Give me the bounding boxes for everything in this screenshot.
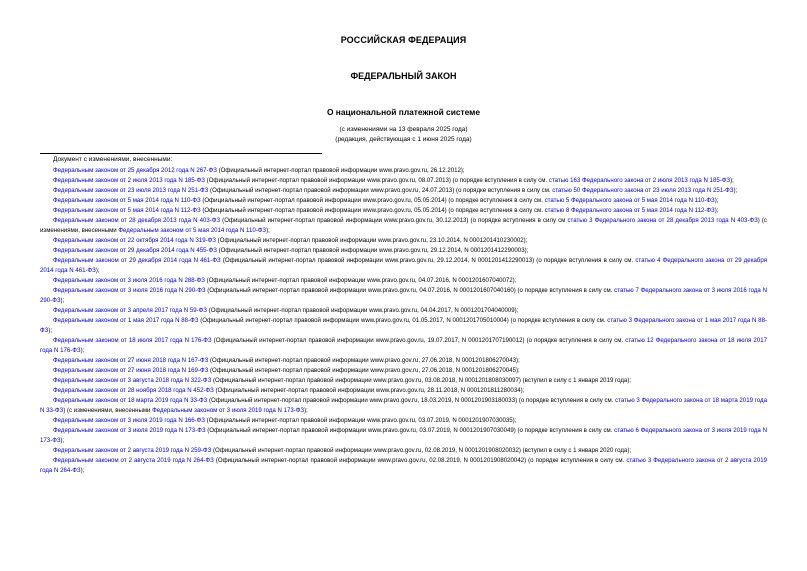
entry-text: (Официальный интернет-портал правовой информации www.pravo.gov.ru, 08.07.2013) (о порядке вступления в силу см. <box>204 177 549 184</box>
change-entry <box>40 336 767 356</box>
change-entry <box>40 166 767 176</box>
law-title: О национальной платежной системе <box>326 107 481 117</box>
entry-text: (Официальный интернет-портал правовой информации www.pravo.gov.ru, 04.04.2017, N 0001201704040009); <box>207 307 519 314</box>
law-link[interactable]: Федеральным законом от 5 мая 2014 года N 110-ФЗ <box>53 197 201 204</box>
entry-text: (Официальный интернет-портал правовой информации www.pravo.gov.ru, 02.08.2019, N 0001201908020042) (о порядке вступления в силу см. <box>213 457 627 464</box>
entry-text: ); <box>304 407 308 414</box>
entry-text: (Официальный интернет-портал правовой информации www.pravo.gov.ru, 26.12.2012); <box>216 167 465 174</box>
entry-text: (Официальный интернет-портал правовой информации www.pravo.gov.ru, 27.06.2018, N 0001201806270045); <box>208 367 520 374</box>
entry-text: ); <box>80 347 85 354</box>
entry-text: (Официальный интернет-портал правовой информации www.pravo.gov.ru, 23.10.2014, N 0001201410230002); <box>215 237 528 244</box>
law-link[interactable]: Федеральным законом от 3 августа 2018 года N 322-ФЗ <box>53 377 212 384</box>
law-link[interactable]: Федеральным законом от 28 ноября 2018 года N 452-ФЗ <box>53 387 214 394</box>
law-link[interactable]: Федеральным законом от 3 апреля 2017 года N 59-ФЗ <box>53 307 207 314</box>
entry-text: (Официальный интернет-портал правовой информации www.pravo.gov.ru, 30.12.2013) (о порядке вступления в силу см <box>220 217 568 224</box>
law-link[interactable]: Федеральным законом от 3 июля 2016 года N 290-ФЗ <box>53 287 206 294</box>
change-entry <box>40 356 767 366</box>
law-link[interactable]: статью 12 Федерального закона от 18 июля 2017 года N 176-ФЗ <box>40 337 767 354</box>
entry-text: ); <box>730 177 734 184</box>
law-link[interactable]: статью 3 Федерального закона от 1 мая 2017 года N 88-ФЗ <box>40 317 767 334</box>
entry-text: (Официальный интернет-портал правовой информации www.pravo.gov.ru, 03.08.2018, N 0001201808030097) (вступил в силу с 1 января 2019 года); <box>211 377 632 384</box>
law-link[interactable]: Федеральным законом от 27 июня 2018 года N 167-ФЗ <box>53 357 209 364</box>
change-entry <box>40 196 767 206</box>
changes-list <box>40 166 767 476</box>
entry-text: ) (с изменениями, внесенными <box>63 407 153 414</box>
law-link[interactable]: статью 3 Федерального закона от 18 марта 2019 года N 33-ФЗ <box>40 397 767 414</box>
law-link[interactable]: Федеральным законом от 3 июля 2019 года N 173-ФЗ <box>152 407 305 414</box>
edition-note: (редакция, действующая с 1 июня 2025 года) <box>335 136 472 143</box>
change-entry <box>40 246 767 256</box>
law-link[interactable]: Федеральным законом от 5 мая 2014 года N 110-ФЗ <box>118 227 267 234</box>
law-link[interactable]: статью 3 Федерального закона от 2 августа 2019 года N 264-ФЗ <box>40 457 767 474</box>
entry-text: ); <box>266 227 270 234</box>
law-link[interactable]: статью 3 Федерального закона от 28 декабря 2013 года N 403-ФЗ <box>567 217 758 224</box>
law-link[interactable]: Федеральным законом от 25 декабря 2012 года N 267-ФЗ <box>53 167 217 174</box>
entry-text: (Официальный интернет-портал правовой информации www.pravo.gov.ru, 27.06.2018, N 0001201806270043); <box>208 357 520 364</box>
law-link[interactable]: статью 8 Федерального закона от 5 мая 2014 года N 112-ФЗ <box>544 207 715 214</box>
entry-text: (Официальный интернет-портал правовой информации www.pravo.gov.ru, 03.07.2019, N 0001201907030049) (о порядке вступления в силу см. <box>205 427 615 434</box>
change-entry <box>40 416 767 426</box>
change-entry <box>40 306 767 316</box>
law-link[interactable]: Федеральным законом от 1 мая 2017 года N 88-ФЗ <box>53 317 199 324</box>
entry-text: (Официальный интернет-портал правовой информации www.pravo.gov.ru, 28.11.2018, N 0001201811280034); <box>213 387 525 394</box>
entry-text: (Официальный интернет-портал правовой информации www.pravo.gov.ru, 04.07.2016, N 0001201607040160) (о порядке вступления в силу см. <box>205 287 615 294</box>
entry-text: (Официальный интернет-портал правовой информации www.pravo.gov.ru, 18.03.2019, N 0001201903180033) (о порядке вступления в силу см. <box>207 397 616 404</box>
change-entry <box>40 206 767 216</box>
change-entry <box>40 376 767 386</box>
law-link[interactable]: Федеральным законом от 28 декабря 2013 года N 403-ФЗ <box>53 217 221 224</box>
entry-text: (Официальный интернет-портал правовой информации www.pravo.gov.ru, 03.07.2019, N 0001201907030035); <box>204 417 517 424</box>
entry-text: (Официальный интернет-портал правовой информации www.pravo.gov.ru, 04.07.2016, N 0001201607040072); <box>204 277 517 284</box>
separator-line <box>40 153 322 154</box>
change-entry <box>40 176 767 186</box>
law-link[interactable]: статью 6 Федерального закона от 3 июля 2019 года N 173-ФЗ <box>40 427 767 444</box>
change-entry <box>40 316 767 336</box>
changes-heading: Документ с изменениями, внесенными: <box>53 156 173 163</box>
change-entry <box>40 256 767 276</box>
change-entry <box>40 396 767 416</box>
law-link[interactable]: статью 5 Федерального закона от 5 мая 2014 года N 110-ФЗ <box>544 197 715 204</box>
entry-text: ); <box>60 437 65 444</box>
change-entry <box>40 186 767 196</box>
law-link[interactable]: Федеральным законом от 29 декабря 2014 года N 455-ФЗ <box>53 247 217 254</box>
entry-text: ); <box>95 267 100 274</box>
law-type-heading: ФЕДЕРАЛЬНЫЙ ЗАКОН <box>350 71 457 81</box>
law-link[interactable]: Федеральным законом от 27 июня 2018 года N 169-ФЗ <box>53 367 209 374</box>
law-link[interactable]: Федеральным законом от 2 августа 2019 года N 264-ФЗ <box>53 457 214 464</box>
law-link[interactable]: Федеральным законом от 23 июля 2013 года N 251-ФЗ <box>53 187 209 194</box>
entry-text: (Официальный интернет-портал правовой информации www.pravo.gov.ru, 19.07.2017, N 0001201707190012) (о порядке вступления в силу см. <box>211 337 626 344</box>
law-link[interactable]: Федеральным законом от 18 марта 2019 года N 33-ФЗ <box>53 397 208 404</box>
change-entry <box>40 236 767 246</box>
law-link[interactable]: Федеральным законом от 22 октября 2014 года N 319-ФЗ <box>53 237 216 244</box>
change-entry <box>40 426 767 446</box>
change-entry <box>40 286 767 306</box>
entry-text: ); <box>714 197 719 204</box>
change-entry <box>40 386 767 396</box>
entry-text: (Официальный интернет-портал правовой информации www.pravo.gov.ru, 02.08.2019, N 0001201908020032) (вступил в силу с 1 января 2020 года); <box>211 447 632 454</box>
entry-text: ) (с изменениями, внесенными <box>40 217 767 234</box>
entry-text: ); <box>714 207 719 214</box>
entry-text: ); <box>733 187 738 194</box>
law-link[interactable]: статью 7 Федерального закона от 3 июля 2016 года N 290-ФЗ <box>40 287 767 304</box>
change-entry <box>40 456 767 476</box>
entry-text: (Официальный интернет-портал правовой информации www.pravo.gov.ru, 05.05.2014) (о порядке вступления в силу см. <box>200 197 545 204</box>
law-link[interactable]: статью 50 Федерального закона от 23 июля 2013 года N 251-ФЗ <box>552 187 734 194</box>
change-entry <box>40 446 767 456</box>
law-link[interactable]: Федеральным законом от 2 июля 2013 года N 185-ФЗ <box>53 177 205 184</box>
change-entry <box>40 366 767 376</box>
law-link[interactable]: Федеральным законом от 18 июля 2017 года N 176-ФЗ <box>53 337 212 344</box>
entry-text: ); <box>48 327 53 334</box>
change-entry <box>40 276 767 286</box>
entry-text: ); <box>80 467 85 474</box>
law-link[interactable]: Федеральным законом от 3 июля 2016 года N 288-ФЗ <box>53 277 205 284</box>
change-entry <box>40 216 767 236</box>
law-link[interactable]: Федеральным законом от 3 июля 2019 года N 166-ФЗ <box>53 417 205 424</box>
federation-heading: РОССИЙСКАЯ ФЕДЕРАЦИЯ <box>340 35 467 45</box>
changes-note: (с изменениями на 13 февраля 2025 года) <box>339 126 468 133</box>
law-link[interactable]: статью 163 Федерального закона от 2 июля 2013 года N 185-ФЗ <box>548 177 731 184</box>
law-link[interactable]: Федеральным законом от 3 июля 2019 года N 173-ФЗ <box>53 427 206 434</box>
entry-text: (Официальный интернет-портал правовой информации www.pravo.gov.ru, 29.12.2014, N 0001201412290013) (о порядке вступления в силу см. <box>220 257 636 264</box>
law-link[interactable]: Федеральным законом от 29 декабря 2014 года N 461-ФЗ <box>53 257 221 264</box>
law-link[interactable]: статью 4 Федерального закона от 29 декабря 2014 года N 461-ФЗ <box>40 257 767 274</box>
entry-text: (Официальный интернет-портал правовой информации www.pravo.gov.ru, 05.05.2014) (о порядке вступления в силу см. <box>200 207 545 214</box>
entry-text: (Официальный интернет-портал правовой информации www.pravo.gov.ru, 29.12.2014, N 0001201412290003); <box>216 247 529 254</box>
entry-text: (Официальный интернет-портал правовой информации www.pravo.gov.ru, 24.07.2013) (о порядке вступления в силу см. <box>208 187 553 194</box>
law-link[interactable]: Федеральным законом от 2 августа 2019 года N 259-ФЗ <box>53 447 212 454</box>
entry-text: ); <box>60 297 65 304</box>
law-link[interactable]: Федеральным законом от 5 мая 2014 года N 112-ФЗ <box>53 207 201 214</box>
entry-text: (Официальный интернет-портал правовой информации www.pravo.gov.ru, 01.05.2017, N 0001201705010004) (о порядке вступления в силу см. <box>198 317 608 324</box>
